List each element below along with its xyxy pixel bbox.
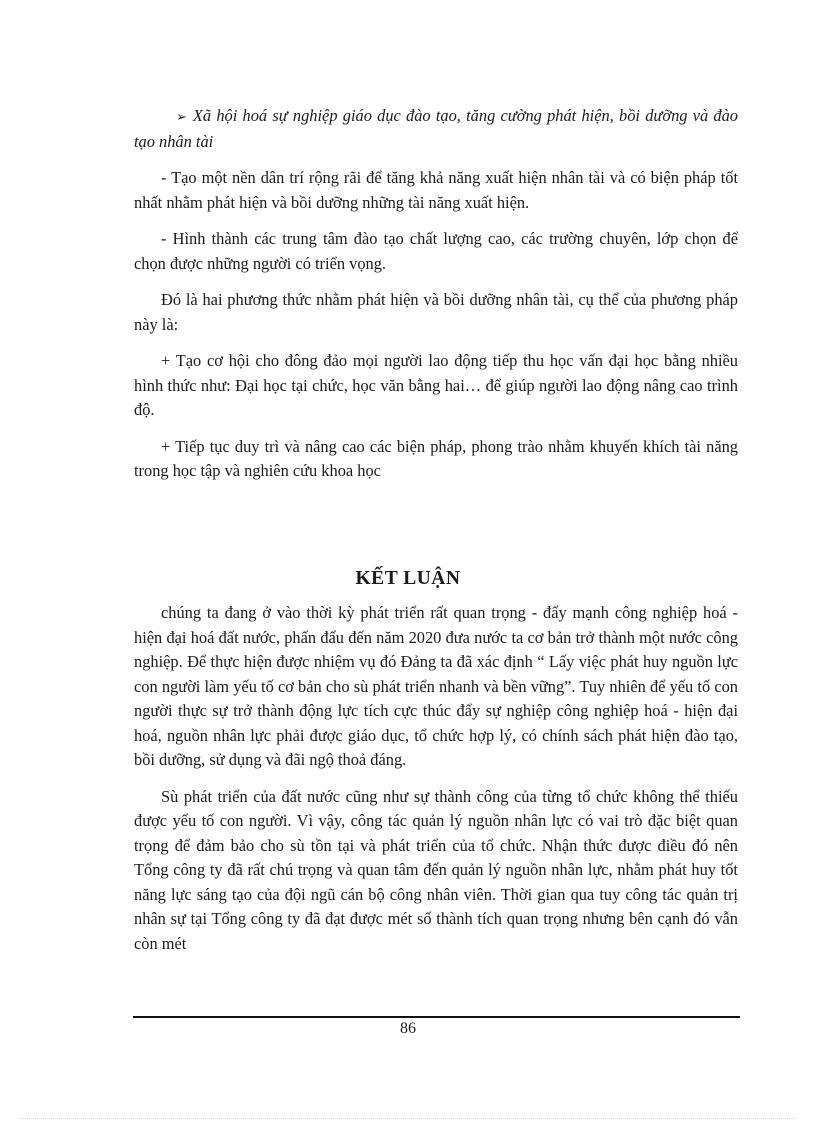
paragraph: + Tiếp tục duy trì và nâng cao các biện pháp, phong trào nhằm khuyến khích tài năng trong học tập và nghiên cứu khoa học (134, 436, 738, 480)
page-number: 86 (400, 1020, 416, 1037)
paragraph: Sù phát triển của đất nước cũng như sự thành công của từng tổ chức không thể thiếu được yếu tố con người. Vì vậy, công tác quản lý nguồn nhân lực có vai trò đặc biệt quan trọng để đảm bảo cho sù tồn tại và phát triển của tổ chức. Nhận thức được điều đó nên Tổng công ty đã rất chú trọng và quan tâm đến quản lý nguồn nhân lực, nhằm phát huy tốt năng lực sáng tạo của đội ngũ cán bộ công nhân viên. Thời gian qua tuy công tác quản trị nhân sự tại Tổng công ty đã đạt được mét số thành tích quan trọng nhưng bên cạnh đó vẫn còn mét (134, 786, 738, 953)
paragraph: - Tạo một nền dân trí rộng rãi để tăng khả năng xuất hiện nhân tài và có biện pháp tốt nhất nhằm phát hiện và bồi dưỡng những tài năng xuất hiện. (134, 168, 738, 212)
arrow-bullet-icon: ➢ (176, 109, 187, 124)
paragraph: - Hình thành các trung tâm đào tạo chất lượng cao, các trường chuyên, lớp chọn để chọn được những người có triển vọng. (134, 229, 738, 273)
paragraph: + Tạo cơ hội cho đông đảo mọi người lao động tiếp thu học vấn đại học bằng nhiều hình thức như: Đại học tại chức, học văn bằng hai… để giúp người lao động nâng cao trình độ. (134, 351, 738, 419)
conclusion-title: KẾT LUẬN (355, 568, 461, 589)
section-heading (134, 104, 738, 154)
conclusion-body (134, 601, 738, 968)
section-heading-text: Xã hội hoá sự nghiệp giáo dục đào tạo, tăng cường phát hiện, bồi dưỡng và đào tạo nhân tài (134, 106, 738, 151)
paragraph: Đó là hai phương thức nhằm phát hiện và bồi dưỡng nhân tài, cụ thể của phương pháp này là: (134, 290, 738, 334)
paragraph: chúng ta đang ở vào thời kỳ phát triển rất quan trọng - đẩy mạnh công nghiệp hoá - hiện đại hoá đất nước, phấn đấu đến năm 2020 đưa nước ta cơ bản trở thành một nước công nghiệp. Để thực hiện được nhiệm vụ đó Đảng ta đã xác định “ Lấy việc phát huy nguồn lực con người làm yếu tố cơ bản cho sù phát triển nhanh và bền vững”. Tuy nhiên để yếu tố con người thực sự trở thành động lực tích cực thúc đẩy sự nghiệp công nghiệp hoá - hiện đại hoá, nguồn nhân lực phải được giáo dục, tổ chức hợp lý, có chính sách phát hiện đào tạo, bồi dưỡng, sử dụng và đãi ngộ thoả đáng. (134, 603, 738, 769)
page-edge-divider (20, 1118, 796, 1119)
body-top (134, 104, 738, 496)
footer-divider (133, 1016, 740, 1018)
